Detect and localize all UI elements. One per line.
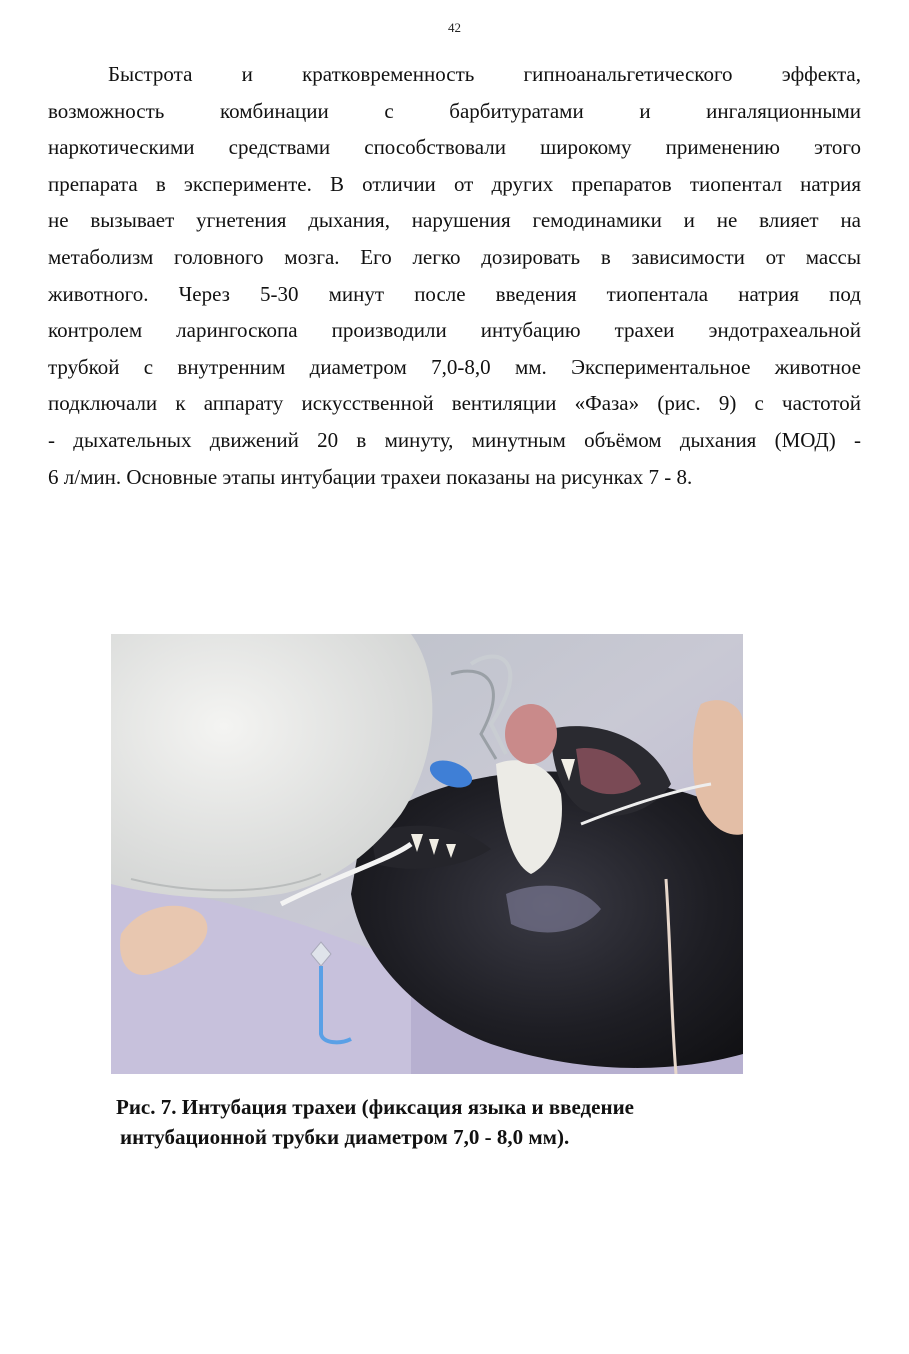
caption-line: интубационной трубки диаметром 7,0 - 8,0 мм). [120,1125,570,1149]
paragraph-line: Быстрота и кратковременность гипноанальгетического эффекта, [108,62,861,86]
paragraph-line: контролем ларингоскопа производили интубацию трахеи эндотрахеальной [48,318,861,343]
body-paragraph [48,56,861,495]
figure-photo [111,634,743,1074]
paragraph-line: - дыхательных движений 20 в минуту, минутным объёмом дыхания (МОД) - [48,427,861,452]
caption-line: Рис. 7. Интубация трахеи (фиксация языка и введение [116,1095,635,1119]
paragraph-line: наркотическими средствами способствовали широкому применению этого [48,135,861,160]
paragraph-line: подключали к аппарату искусственной вентиляции «Фаза» (рис. 9) с частотой [48,391,861,416]
paragraph-line: 6 л/мин. Основные этапы интубации трахеи показаны на рисунках 7 - 8. [48,464,693,489]
figure-caption [116,1092,756,1152]
paragraph-line: метаболизм головного мозга. Его легко дозировать в зависимости от массы [48,244,861,269]
page-number: 42 [448,20,461,35]
paragraph-line: возможность комбинации с барбитуратами и ингаляционными [48,98,861,123]
paragraph-line: не вызывает угнетения дыхания, нарушения гемодинамики и не влияет на [48,208,861,233]
paragraph-line: животного. Через 5-30 минут после введения тиопентала натрия под [48,281,861,306]
paragraph-line: препарата в эксперименте. В отличии от других препаратов тиопентал натрия [48,171,861,196]
paragraph-line: трубкой с внутренним диаметром 7,0-8,0 мм. Экспериментальное животное [48,354,861,379]
